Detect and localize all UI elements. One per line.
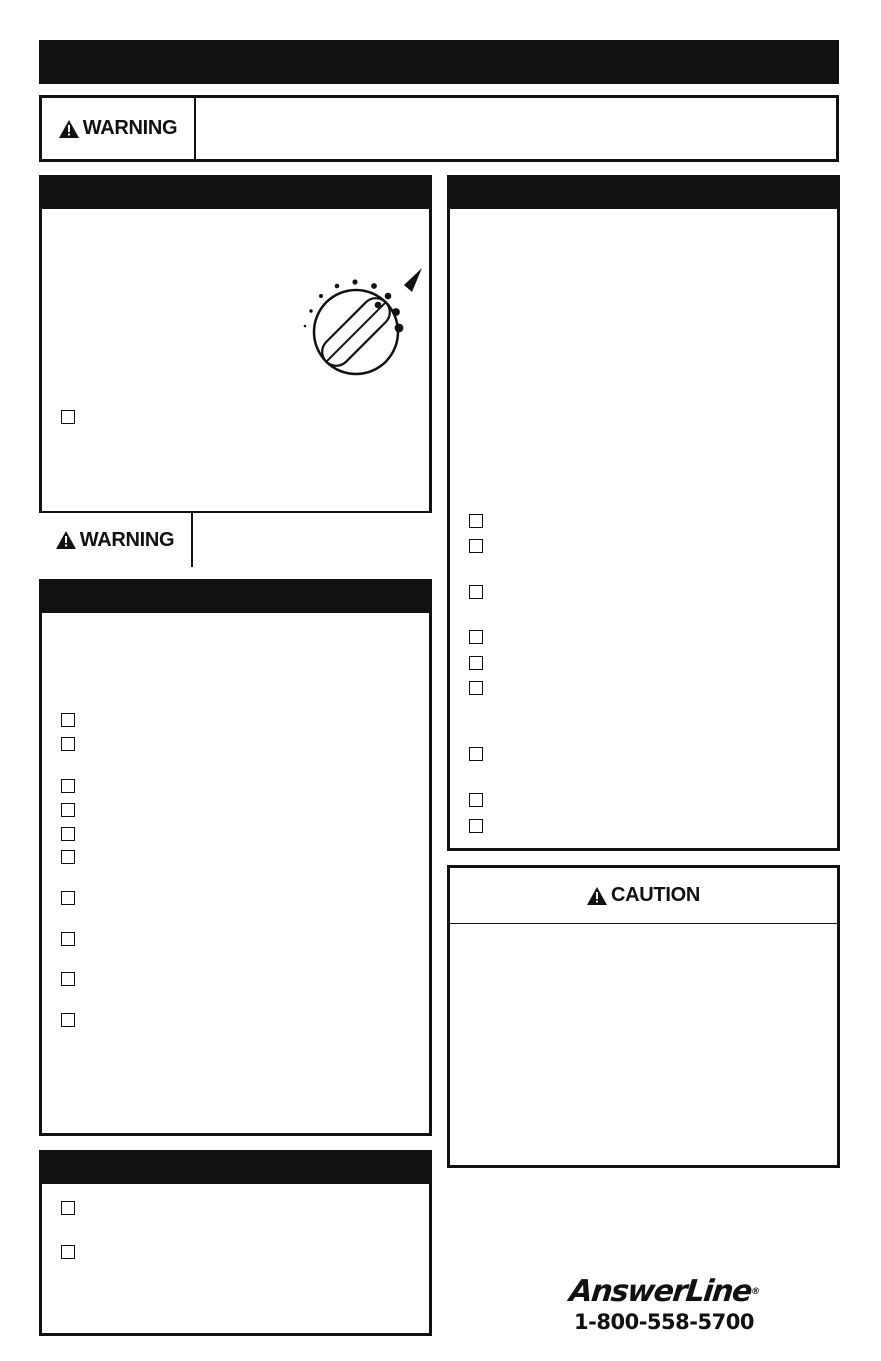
checkbox[interactable] xyxy=(469,539,483,553)
checkbox[interactable] xyxy=(61,972,75,986)
panel-left-2 xyxy=(39,579,432,1136)
checkbox[interactable] xyxy=(61,1201,75,1215)
top-banner xyxy=(39,40,839,84)
panel-header xyxy=(42,178,429,209)
checkbox[interactable] xyxy=(469,819,483,833)
caution-box xyxy=(447,865,840,1168)
answerline-logo xyxy=(548,1276,780,1334)
panel-header xyxy=(42,1153,429,1184)
warning-triangle-icon xyxy=(56,531,76,549)
checkbox[interactable] xyxy=(469,514,483,528)
checkbox[interactable] xyxy=(61,737,75,751)
warning-box-left xyxy=(39,511,432,567)
thermostat-dial-icon xyxy=(300,262,432,382)
warning-triangle-icon xyxy=(587,887,607,905)
checkbox[interactable] xyxy=(61,803,75,817)
checkbox[interactable] xyxy=(61,827,75,841)
panel-header xyxy=(450,178,837,209)
warning-label: WARNING xyxy=(42,98,196,159)
panel-right-1 xyxy=(447,175,840,851)
caution-label: CAUTION xyxy=(450,868,837,924)
phone-number: 1-800-558-5700 xyxy=(574,1310,754,1334)
logo-name: AnswerLine® xyxy=(567,1274,759,1309)
checkbox[interactable] xyxy=(469,681,483,695)
checkbox[interactable] xyxy=(61,891,75,905)
warning-label: WARNING xyxy=(39,513,193,567)
checkbox[interactable] xyxy=(469,630,483,644)
checkbox[interactable] xyxy=(469,793,483,807)
checkbox[interactable] xyxy=(61,850,75,864)
checkbox[interactable] xyxy=(61,932,75,946)
warning-triangle-icon xyxy=(59,120,79,138)
checkbox[interactable] xyxy=(469,747,483,761)
checkbox[interactable] xyxy=(61,713,75,727)
checkbox[interactable] xyxy=(61,1013,75,1027)
checkbox[interactable] xyxy=(469,656,483,670)
panel-header xyxy=(42,582,429,613)
warning-box-top xyxy=(39,95,839,162)
checkbox[interactable] xyxy=(61,1245,75,1259)
checkbox[interactable] xyxy=(469,585,483,599)
panel-left-3 xyxy=(39,1150,432,1336)
checkbox[interactable] xyxy=(61,779,75,793)
checkbox[interactable] xyxy=(61,410,75,424)
